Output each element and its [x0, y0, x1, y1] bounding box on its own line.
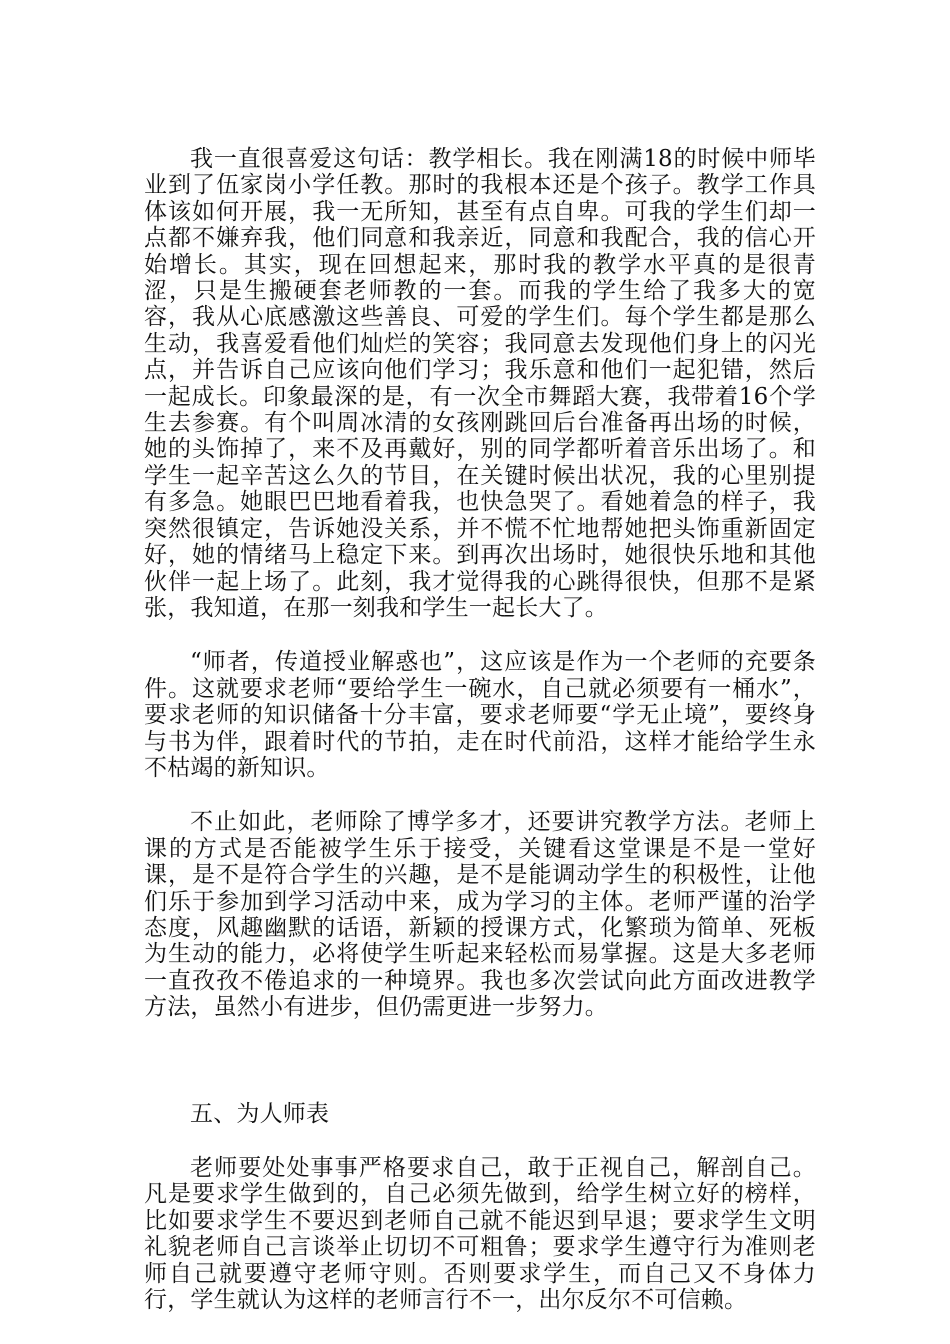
- paragraph-teacher-knowledge: “师者，传道授业解惑也”，这应该是作为一个老师的充要条件。这就要求老师“要给学生一碗水，自己就必须要有一桶水”，要求老师的知识储备十分丰富，要求老师要“学无止境”，要终身与书为伴，跟着时代的节拍，走在时代前沿，这样才能给学生永不枯竭的新知识。: [144, 649, 816, 781]
- paragraph-spacer: [144, 781, 816, 809]
- paragraph-spacer: [144, 1127, 816, 1155]
- paragraph-spacer: [144, 621, 816, 649]
- paragraph-teaching-method: 不止如此，老师除了博学多才，还要讲究教学方法。老师上课的方式是否能被学生乐于接受，关键看这堂课是不是一堂好课，是不是符合学生的兴趣，是不是能调动学生的积极性，让他们乐于参加到学习活动中来，成为学习的主体。老师严谨的治学态度，风趣幽默的话语，新颖的授课方式，化繁琐为简单、死板为生动的能力，必将使学生听起来轻松而易掌握。这是大多老师一直孜孜不倦追求的一种境界。我也多次尝试向此方面改进教学方法，虽然小有进步，但仍需更进一步努力。: [144, 809, 816, 1021]
- section-spacer: [144, 1021, 816, 1101]
- paragraph-role-model: 老师要处处事事严格要求自己，敢于正视自己，解剖自己。凡是要求学生做到的，自己必须先做到，给学生树立好的榜样，比如要求学生不要迟到老师自己就不能迟到早退；要求学生文明礼貌老师自己言谈举止切切不可粗鲁；要求学生遵守行为准则老师自己就要遵守老师守则。否则要求学生，而自己又不身体力行，学生就认为这样的老师言行不一，出尔反尔不可信赖。: [144, 1155, 816, 1314]
- section-heading: 五、为人师表: [190, 1100, 330, 1127]
- document-page: [144, 146, 816, 1313]
- paragraph-teaching-growth: 我一直很喜爱这句话：教学相长。我在刚满18的时候中师毕业到了伍家岗小学任教。那时的我根本还是个孩子。教学工作具体该如何开展，我一无所知，甚至有点自卑。可我的学生们却一点都不嫌弃我，他们同意和我亲近，同意和我配合，我的信心开始增长。其实，现在回想起来，那时我的教学水平真的是很青涩，只是生搬硬套老师教的一套。而我的学生给了我多大的宽容，我从心底感激这些善良、可爱的学生们。每个学生都是那么生动，我喜爱看他们灿烂的笑容；我同意去发现他们身上的闪光点，并告诉自己应该向他们学习；我乐意和他们一起犯错，然后一起成长。印象最深的是，有一次全市舞蹈大赛，我带着16个学生去参赛。有个叫周冰清的女孩刚跳回后台准备再出场的时候，她的头饰掉了，来不及再戴好，别的同学都听着音乐出场了。和学生一起辛苦这么久的节目，在关键时候出状况，我的心里别提有多急。她眼巴巴地看着我，也快急哭了。看她着急的样子，我突然很镇定，告诉她没关系，并不慌不忙地帮她把头饰重新固定好，她的情绪马上稳定下来。到再次出场时，她很快乐地和其他伙伴一起上场了。此刻，我才觉得我的心跳得很快，但那不是紧张，我知道，在那一刻我和学生一起长大了。: [144, 146, 816, 621]
